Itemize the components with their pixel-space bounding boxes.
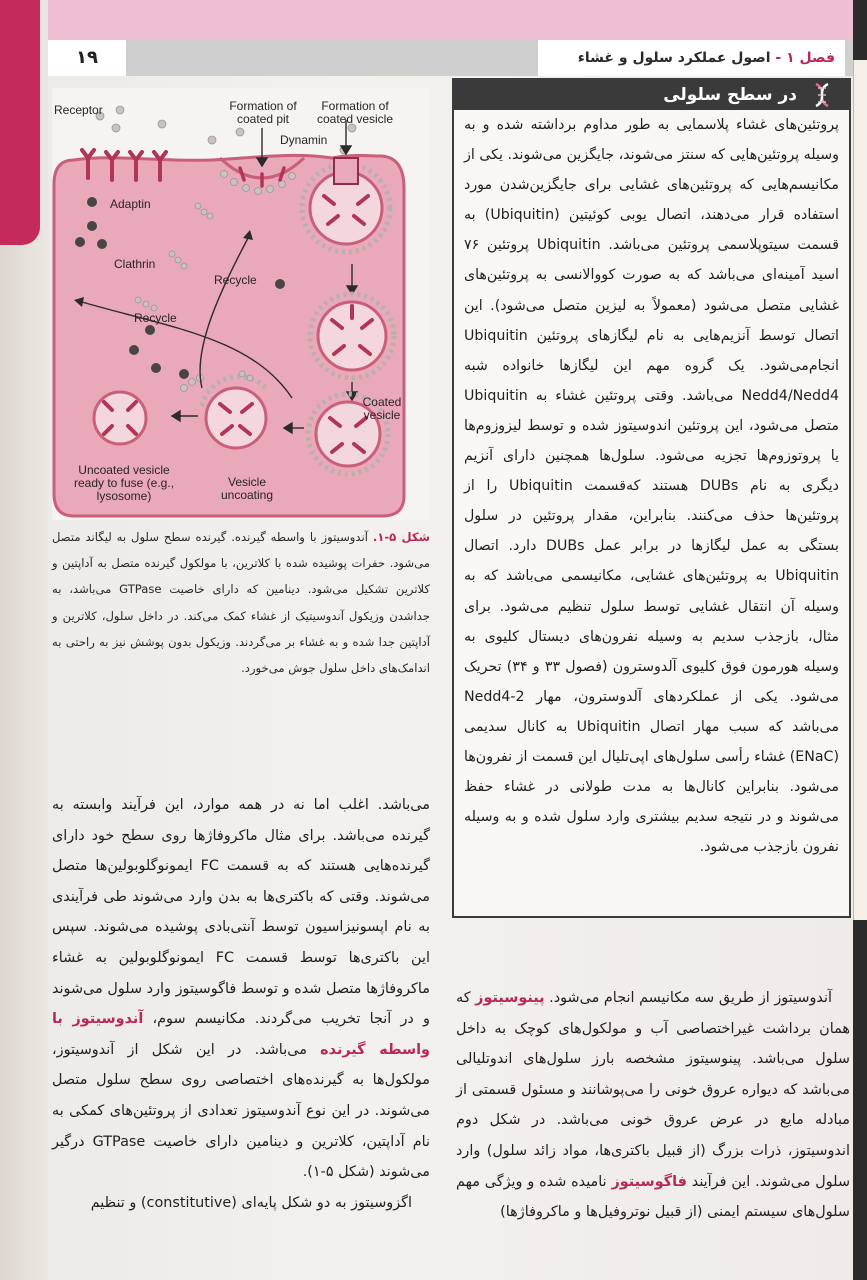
left-p1-part-b: می‌باشد. در این شکل از آندوسیتوز، مولکول‌ها به گیرنده‌های اختصاصی روی سطح سلول متصل می‌شوند. در این نوع آندوسیتوز تعدادی از پروتئین‌های کمکی به نام آداپتین، کلاترین و دینامین دارای خاصیت GTPase درگیر می‌شوند (شکل ۵-۱). bbox=[52, 1041, 430, 1181]
box-body-text: پروتئین‌های غشاء پلاسمایی به طور مداوم برداشته شده و به وسیله پروتئین‌هایی که سنتز می‌شوند، جایگزین می‌شوند. یکی از مکانیسم‌هایی که پروتئین‌های غشایی برای جایگزین‌شدن مورد استفاده قرار می‌دهند، اتصال یوبی کوئیتین (Ubiquitin) به قسمت سیتوپلاسمی پروتئین می‌باشد. Ubiquitin پروتئین ۷۶ اسید آمینه‌ای می‌باشد که به صورت کووالانسی به پروتئین‌های غشایی متصل می‌شود (معمولاً به لیزین متصل می‌شود). این اتصال توسط آنزیم‌هایی به نام لیگازهای پروتئین Ubiquitin انجام‌می‌شود. یک گروه مهم این لیگازها خانواده شبه Nedd4/Nedd4 می‌باشد. وقتی پروتئین غشاء به Ubiquitin متصل می‌شود، این پروتئین اندوسیتوز شده و توسط لیزوزوم‌ها یا پروتوزوم‌ها تجزیه می‌شود. سلول‌ها همچنین دارای آنزیم دیگری به نام DUBs هستند که‌قسمت Ubiquitin را از پروتئین‌ها حذف می‌کنند. بنابراین، مقدار پروتئین در سلول بستگی به عمل لیگازها در برابر عمل DUBs دارد. اتصال Ubiquitin به پروتئین‌های غشایی، مکانیسمی می‌باشد که به وسیله آن انتقال غشایی توسط سلول تنظیم می‌شود. برای مثال، بازجذب سدیم به وسیله نفرون‌های دیستال کلیوی به وسیله هورمون فوق کلیوی آلدوسترون (فصول ۳۳ و ۳۴) تحریک می‌شود. یکی از عملکردهای آلدوسترون، مهار Nedd4-2 می‌باشد که سبب مهار اتصال Ubiquitin به کانال سدیمی (ENaC) غشاء رأسی سلول‌های اپی‌تلیال این قسمت از نفرون‌ها می‌شود. بنابراین کانال‌ها به مدت طولانی در غشاء حفظ می‌شوند و در نتیجه سدیم بیشتری وارد سلول شده و به وسیله نفرون بازجذب می‌شود. bbox=[464, 117, 840, 856]
left-paragraph-2: اگزوسیتوز به دو شکل پایه‌ای (constitutive) و تنظیم bbox=[90, 1194, 412, 1211]
label-formation-vesicle: Formation of coated vesicle bbox=[316, 99, 394, 126]
term-phagocytosis: فاگوسیتوز bbox=[611, 1173, 687, 1190]
caption-text: آندوسیتوز با واسطه گیرنده. گیرنده سطح سلول به لیگاند متصل می‌شود. حفرات پوشیده شده با کلاترین، با مولکول گیرنده متصل به آداپتین و کلاترین تشکیل می‌شود. دینامین که دارای خاصیت GTPase می‌باشد، به جداشدن وزیکول آندوسیتیک از غشاء کمک می‌کند. در داخل سلول، کلاترین و آداپتین جدا شده و به غشاء بر می‌گردند. وزیکول بدون پوشش نیز به راحتی به اندامک‌های داخل سلول جوش می‌خورد. bbox=[52, 530, 430, 676]
term-pinocytosis: پینوسیتوز bbox=[475, 990, 545, 1006]
dna-icon bbox=[809, 82, 835, 108]
right-text-3: نامیده شده و ویژگی مهم سلول‌های سیستم ایمنی (از قبیل نوتروفیل‌ها و ماکروفاژها) bbox=[456, 1173, 850, 1221]
box-title: در سطح سلولی bbox=[663, 85, 797, 105]
label-uncoated-vesicle: Uncoated vesicle ready to fuse (e.g., lysosome) bbox=[73, 463, 175, 503]
next-page-edge bbox=[853, 0, 867, 1280]
left-paragraph-1 bbox=[52, 790, 430, 1188]
right-paragraph bbox=[456, 983, 850, 1228]
label-receptor: Receptor bbox=[54, 103, 103, 117]
left-column-text bbox=[52, 790, 430, 1218]
chapter-name: اصول عملکرد سلول و غشاء bbox=[577, 50, 771, 66]
chapter-tab bbox=[0, 0, 40, 245]
caption-number: شکل ۵-۱. bbox=[372, 530, 430, 544]
box-header bbox=[454, 80, 849, 110]
endocytosis-diagram bbox=[52, 88, 430, 520]
page-number: ۱۹ bbox=[48, 40, 126, 76]
label-vesicle-uncoating: Vesicle uncoating bbox=[220, 475, 274, 502]
chapter-title bbox=[538, 40, 845, 76]
label-recycle-1: Recycle bbox=[214, 273, 257, 287]
right-text-1: آندوسیتوز از طریق سه مکانیسم انجام می‌شود. bbox=[544, 990, 832, 1006]
term-receptor-mediated-endocytosis: آندوسیتوز با واسطه گیرنده bbox=[52, 1011, 430, 1058]
cellular-level-box bbox=[452, 78, 851, 918]
endocytosis-figure bbox=[52, 88, 430, 520]
top-color-band bbox=[48, 0, 858, 40]
right-column-text bbox=[456, 983, 850, 1228]
label-clathrin: Clathrin bbox=[114, 257, 156, 271]
label-dynamin: Dynamin bbox=[280, 133, 328, 147]
label-adaptin: Adaptin bbox=[110, 197, 151, 211]
running-header bbox=[48, 40, 853, 76]
label-recycle-2: Recycle bbox=[134, 311, 177, 325]
chapter-prefix: فصل ۱ - bbox=[770, 50, 835, 66]
right-text-2: که همان برداشت غیراختصاصی آب و مولکول‌های کوچک به داخل سلول می‌باشد. پینوسیتوز مشخصه بارز سلول‌های اندوتلیالی می‌باشد که دیواره عروق خونی را می‌پوشانند و مسئول قسمتی از مبادله مایع در عرض عروق خونی می‌باشد. در شکل دوم اندوسیتوز، ذرات بزرگ (از قبیل باکتری‌ها، مواد زائد سلول) وارد سلول می‌شوند. این فرآیند bbox=[456, 990, 851, 1190]
label-coated-vesicle: Coated vesicle bbox=[362, 395, 402, 422]
label-formation-pit: Formation of coated pit bbox=[229, 99, 297, 126]
left-p1-part-a: می‌باشد. اغلب اما نه در همه موارد، این فرآیند وابسته به گیرنده می‌باشد. برای مثال ماکروفاژها روی سطح خود دارای گیرنده‌هایی هستند که به قسمت FC ایمونوگلوبولین‌ها متصل می‌شوند. وقتی که باکتری‌ها به بدن وارد می‌شوند طی فرآیندی به نام اپسونیزاسیون توسط آنتی‌بادی پوشیده می‌شوند. سپس این باکتری‌ها توسط قسمت FC ایمونوگلوبولین به غشاء ماکروفاژها متصل شده و توسط فاگوسیتوز وارد سلول می‌شوند و در آنجا تخریب می‌گردند. مکانیسم سوم، bbox=[52, 797, 431, 1028]
figure-caption bbox=[52, 524, 430, 681]
